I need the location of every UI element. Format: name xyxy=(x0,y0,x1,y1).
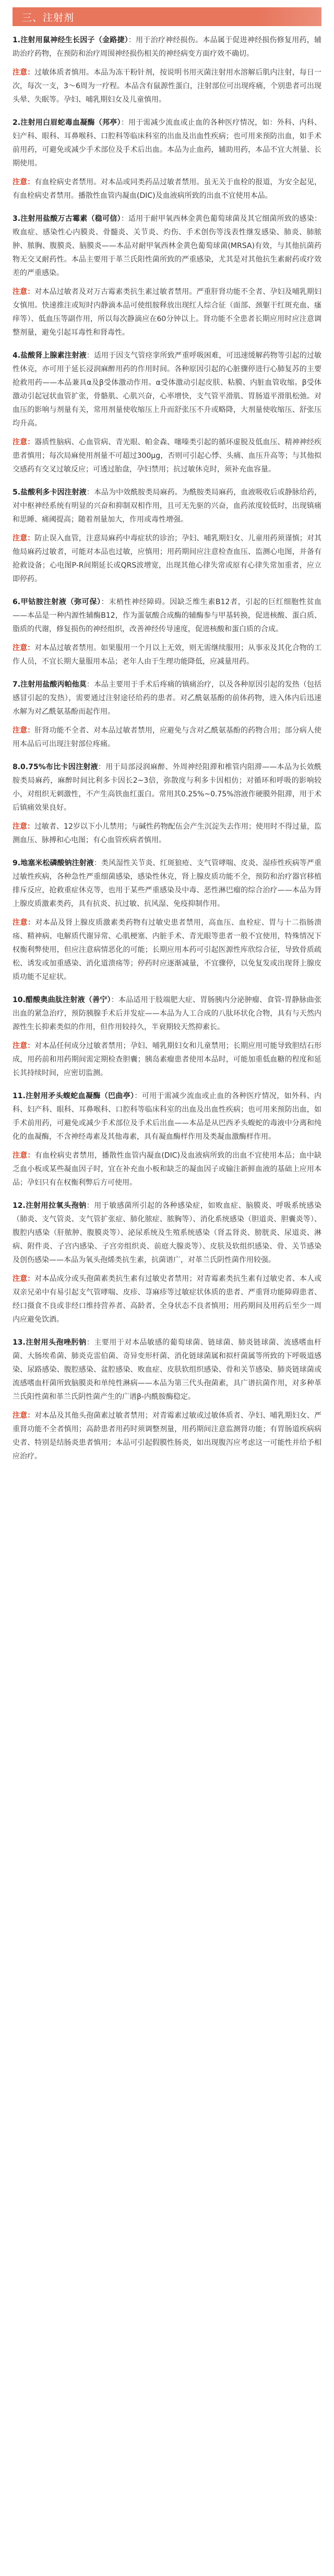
drug-description xyxy=(13,349,321,430)
drug-description xyxy=(13,595,321,636)
drug-note xyxy=(13,641,321,668)
drug-description xyxy=(13,993,321,1034)
note-text: 器质性脑病、心血管病、青光眼、帕金森、噻嗪类引起的循环虚脱及低血压、精神神经疾患者慎用；每次局麻使用剂量不可超过300μg，否则可引起心悸、头痛、血压升高等；与其他拟交感药有交叉过敏反应；可透过胎盘，孕妇禁用；抗过敏休克时，须补充血容量。 xyxy=(13,438,322,474)
drug-note xyxy=(13,436,321,476)
note-text: 肝肾功能不全者、对本品过敏者禁用，应避免与含对乙酰氨基酚的药物合用；部分病人使用本品后可出现注射部位疼痛。 xyxy=(13,726,322,748)
drug-description xyxy=(13,760,321,815)
drug-note xyxy=(13,916,321,984)
drug-description xyxy=(13,856,321,911)
section-header-bar xyxy=(13,7,321,26)
drug-entry xyxy=(13,678,321,751)
drug-name: 11.注射用矛头蝮蛇血凝酶（巴曲亭） xyxy=(13,1092,135,1100)
drug-note xyxy=(13,175,321,203)
drug-name: 13.注射用头孢唑肟钠 xyxy=(13,1338,87,1347)
note-label: 注意： xyxy=(13,1275,35,1283)
drug-note xyxy=(13,724,321,751)
drug-indication: ：用于需减少流血或止血的各种医疗情况，如：外科、内科、妇产科、眼科、耳鼻喉科、口腔科等临床科室的出血及出血性疾病；也可用来预防出血，如手术前用药，可避免或减少手术部位及手术后出血。本品为止血药，辅助用药，本品不宜大剂量、长期使用。 xyxy=(13,119,322,168)
note-text: 有血栓病史者禁用，播散性血管内凝血(DIC)及血液病所致的出血不宜使用本品；血中缺乏血小板或某些凝血因子时，宜在补充血小板和缺乏的凝血因子或输注新鲜血液的基础上应用本品；孕妇只有在权衡利弊后方可使用。 xyxy=(13,1151,322,1187)
note-label: 注意： xyxy=(13,919,35,927)
drug-entry xyxy=(13,993,321,1080)
drug-name: 1.注射用鼠神经生长因子（金路捷） xyxy=(13,36,128,44)
drug-note xyxy=(13,532,321,586)
note-text: 防止误入血管，注意局麻药中毒症状的诊治；孕妇、哺乳期妇女、儿童用药须谨慎；对其他局麻药过敏者，可能对本品也过敏，应慎用；用药期间应注意检查血压、监测心电图，并备有抢救设备；心电图P-R间期延长或QRS波增宽，出现其他心律失常或原有心律失常加重者，应立即停药。 xyxy=(13,534,322,583)
drug-indication: ：类风湿性关节炎、红斑狼疮、支气管哮喘、皮炎、湿疹性疾病等严重过敏性疾病，各种急性严重细菌感染，感染性休克，肾上腺皮质功能不全，预防和治疗器官移植排斥反应，抢救重症休克等，也用于某些严重感染及中毒、恶性淋巴瘤的综合治疗——本品为肾上腺皮质激素类药，具有抗炎、抗过敏、抗风湿、免疫抑制作用。 xyxy=(13,859,322,908)
drug-description xyxy=(13,1336,321,1404)
drug-name: 8.0.75%布比卡因注射液 xyxy=(13,763,98,771)
drug-list xyxy=(13,33,321,1463)
drug-name: 7.注射用盐酸丙帕他莫 xyxy=(13,680,87,689)
drug-name: 9.地塞米松磷酸钠注射液 xyxy=(13,859,94,867)
drug-entry xyxy=(13,1336,321,1463)
note-label: 注意： xyxy=(13,534,35,543)
drug-indication: ：主要用于对本品敏感的葡萄球菌、链球菌、肺炎链球菌、流感嗜血杆菌、大肠埃希菌、肺炎克雷伯菌、奇异变形杆菌、消化链球菌属和拟杆菌属等所致的下呼吸道感染、尿路感染、腹腔感染、盆腔感染、败血症、皮肤软组织感染、骨和关节感染、肺炎链球菌或流感嗜血杆菌所致脑膜炎和单纯性淋病——本品为第三代头孢菌素，具广谱抗菌作用，对多种革兰氏阳性菌和革兰氏阴性菌产生的广谱β-内酰胺酶稳定。 xyxy=(13,1338,321,1401)
drug-note xyxy=(13,1409,321,1463)
drug-note xyxy=(13,1039,321,1080)
drug-name: 12.注射用拉氧头孢钠 xyxy=(13,1202,87,1210)
drug-note xyxy=(13,285,321,339)
note-label: 注意： xyxy=(13,726,35,735)
note-label: 注意： xyxy=(13,178,35,186)
drug-name: 10.醋酸奥曲肽注射液（善宁） xyxy=(13,996,111,1004)
note-text: 对本品任何成分过敏者禁用；孕妇、哺乳期妇女和儿童禁用；长期应用可能导致胆结石形成，用药前和用药期间需定期检查胆囊；胰岛素瘤患者使用本品时，可能加重低血糖的程度和延长其持续时间，应密切监测。 xyxy=(13,1042,322,1077)
drug-name: 6.甲钴胺注射液（弥可保） xyxy=(13,598,101,606)
drug-note xyxy=(13,820,321,847)
note-text: 有血栓病史者禁用。对本品或同类药品过敏者禁用。虽无关于血栓的报道，为安全起见，有血栓病史者禁用。播散性血管内凝血(DIC)及血液病所致的出血不宜使用本品。 xyxy=(13,178,322,200)
drug-name: 5.盐酸利多卡因注射液 xyxy=(13,488,87,497)
drug-description xyxy=(13,486,321,526)
drug-entry xyxy=(13,856,321,984)
note-label: 注意： xyxy=(13,1151,35,1160)
note-label: 注意： xyxy=(13,1411,35,1420)
drug-entry xyxy=(13,33,321,107)
drug-description xyxy=(13,116,321,170)
note-label: 注意： xyxy=(13,438,35,446)
drug-indication: ：本品主要用于手术后疼痛的镇痛治疗，以及各种原因引起的发热（包括感冒引起的发热），需要通过注射途径给药的患者。对乙酰氨基酚的前体药物，进入体内后迅速水解为对乙酰氨基酚而起作用。 xyxy=(13,680,322,716)
note-text: 对本品及肾上腺皮质激素类药物有过敏史患者禁用，高血压、血栓症、胃与十二指肠溃疡、精神病、电解质代谢异常、心肌梗塞、内脏手术、青光眼等患者一般不宜使用，特殊情况下权衡利弊使用，但应注意病情恶化的可能；长期应用本药可引起医源性库欣综合征，导致骨质疏松、诱发或加重感染、消化道溃疡等；停药时应逐渐减量，不宜骤停，以免复发或出现肾上腺皮质功能不足症状。 xyxy=(13,919,322,981)
drug-indication: ：末梢性神经障碍。因缺乏维生素B12者，引起的巨红细胞性贫血——本品是一种内源性辅酶B12，作为蛋氨酸合成酶的辅酶参与甲基转换，促进核酸、蛋白质、脂质的代谢，修复损伤的神经组织，改善神经传导速度，促进核酸和蛋白质的合成。 xyxy=(13,598,321,633)
page xyxy=(0,7,334,1483)
note-text: 过敏体质者慎用。本品为冻干粉针剂，按说明书用灭菌注射用水溶解后肌内注射，每日一次，每次一支，3～6周为一疗程。本品含有鼠源性蛋白，注射部位可出现疼痛，个别患者可出现头晕、失眠等。孕妇、哺乳期妇女及儿童慎用。 xyxy=(13,68,322,104)
drug-indication: ：适用于因支气管痉挛所致严重呼吸困难，可迅速缓解药物等引起的过敏性休克，亦可用于延长浸润麻醉用药的作用时间。各种原因引起的心脏骤停进行心肺复苏的主要抢救用药——本品兼具α及β受体激动作用。α受体激动引起皮肤、粘膜、内脏血管收缩。β受体激动引起冠状血管扩张，骨骼肌、心肌兴奋，心率增快，支气管平滑肌、胃肠道平滑肌松弛。对血压的影响与剂量有关，常用剂量使收缩压上升而舒张压不升或略降，大剂量使收缩压、舒张压均升高。 xyxy=(13,351,322,428)
drug-indication: ：本品为中效酰胺类局麻药。为酰胺类局麻药，血液吸收后或静脉给药，对中枢神经系统有明显的兴奋和抑制双相作用，且可无先驱的兴奋，血药浓度较低时，出现镇痛和思睡、痛阈提高；随着剂量加大，作用或毒性增强。 xyxy=(13,488,322,524)
drug-name: 2.注射用白眉蛇毒血凝酶（邦亭） xyxy=(13,119,121,127)
drug-description xyxy=(13,1199,321,1267)
drug-entry xyxy=(13,1089,321,1190)
note-label: 注意： xyxy=(13,644,35,652)
drug-entry xyxy=(13,1199,321,1326)
drug-entry xyxy=(13,349,321,476)
drug-note xyxy=(13,66,321,107)
note-label: 注意： xyxy=(13,68,35,77)
drug-description xyxy=(13,678,321,719)
drug-note xyxy=(13,1149,321,1190)
drug-indication: ：本品适用于肢端肥大症、胃肠胰内分泌肿瘤、食管-胃静脉曲张出血的紧急治疗，预防胰腺手术后并发症——本品为人工合成的八肽环状化合物，具有与天然内源性生长抑素类似的作用，但作用较持久，半衰期较天然抑素长。 xyxy=(13,996,321,1031)
section-title: 三、注射剂 xyxy=(22,11,75,23)
drug-name: 4.盐酸肾上腺素注射液 xyxy=(13,351,87,360)
drug-name: 3.注射用盐酸万古霉素（稳可信） xyxy=(13,215,121,223)
note-text: 对本品成分或头孢菌素类抗生素有过敏史者禁用；对青霉素类抗生素有过敏史者、本人或双亲兄弟中有易引起支气管哮喘、皮疹、荨麻疹等过敏症状体质的患者、严重肾功能障碍患者、经口摄食不良或非经口维持营养者、高龄者、全身状态不良者慎用；用药期间及用药后至少一周内应避免饮酒。 xyxy=(13,1275,322,1324)
note-label: 注意： xyxy=(13,288,35,296)
header-decoration xyxy=(259,7,321,26)
drug-entry xyxy=(13,760,321,847)
drug-indication: ：适用于耐甲氧西林金黄色葡萄球菌及其它细菌所致的感染：败血症、感染性心内膜炎、骨髓炎、关节炎、灼伤、手术创伤等浅表性继发感染、肺炎、肺脓肿、脓胸、腹膜炎、脑膜炎——本品对耐甲氧西林金黄色葡萄球菌(MRSA)有效，与其他抗菌药物无交叉耐药性。本品主要用于革兰氏阳性菌所致的严重感染，尤其是对其他抗生素耐药或疗效差的严重感染。 xyxy=(13,215,322,277)
drug-indication: ：用于局部浸润麻醉、外周神经阻滞和椎管内阻滞——本品为长效酰胺类局麻药，麻醉时间比利多卡因长2~3倍，弥散度与利多卡因相仿；对循环和呼吸的影响较小，对组织无刺激性，不产生高铁血红蛋白。常用其0.25%~0.75%溶液作硬膜外阻滞，用于术后镇痛效果良好。 xyxy=(13,763,321,812)
drug-description xyxy=(13,1089,321,1144)
drug-indication: ：可用于需减少流血或止血的各种医疗情况，如外科、内科、妇产科、眼科、耳鼻喉科、口腔科等临床科室的出血及出血性疾病；也可用来预防出血，如手术前用药，可避免或减少手术部位及手术后出血——本品是从巴西矛头蝮蛇的毒液中分离和纯化的血凝酶，不含神经毒素及其他毒素，具有凝血酶样作用及类凝血激酶样作用。 xyxy=(13,1092,321,1141)
note-label: 注意： xyxy=(13,1042,35,1050)
drug-note xyxy=(13,1272,321,1326)
drug-entry xyxy=(13,486,321,586)
drug-indication: ：用于治疗神经损伤。本品属于促进神经损伤修复用药，辅助治疗药物，在预防和治疗周围神经损伤相关的神经病变方面疗效不确切。 xyxy=(13,36,321,58)
drug-description xyxy=(13,212,321,280)
drug-indication: ：用于敏感菌所引起的各种感染症，如败血症、脑膜炎、呼吸系统感染（肺炎、支气管炎、支气管扩张症、肺化脓症、脓胸等）、消化系统感染（胆道炎、胆囊炎等）、腹腔内感染（肝脓肿、腹膜炎等）、泌尿系统及生殖系统感染（肾盂肾炎、膀胱炎、尿道炎、淋病、附件炎、子宫内感染、子宫旁组织炎、前庭大腺炎等）、皮肤及软组织感染、骨、关节感染及创伤感染——本品为氧头孢烯类抗生素，抗菌谱广，对革兰氏阴性菌作用较强。 xyxy=(13,1202,321,1264)
note-text: 对本品过敏者禁用。如果服用一个月以上无效，则无需继续服用；从事汞及其化合物的工作人员，不宜长期大量服用本品；老年人由于生理功能降低，应减量用药。 xyxy=(13,644,322,666)
note-label: 注意： xyxy=(13,822,35,831)
drug-description xyxy=(13,33,321,61)
note-text: 对本品及其他头孢菌素过敏者禁用；对青霉素过敏或过敏体质者、孕妇、哺乳期妇女、严重肾功能不全者慎用；高龄患者用药时须调整剂量，用药期间注意监测肾功能；有胃肠道疾病病史者、特别是结肠炎患者慎用；本品可引起假膜性肠炎，如出现腹泻应考虑这一可能性并给予相应治疗。 xyxy=(13,1411,322,1461)
drug-entry xyxy=(13,595,321,668)
drug-entry xyxy=(13,116,321,203)
drug-entry xyxy=(13,212,321,339)
note-text: 对本品过敏者及对万古霉素类抗生素过敏者禁用。严重肝肾功能不全者、孕妇及哺乳期妇女慎用。快速推注或短时内静滴本品可使组胺释放出现红人综合征（面部、颈躯干红斑充血、瘙痒等）、低血压等副作用，所以每次静滴应在60分钟以上。肾功能不全患者长期应用时应注意调整剂量，避免引起耳毒性和肾毒性。 xyxy=(13,288,322,337)
note-text: 过敏者、12岁以下小儿禁用；与碱性药物配伍会产生沉淀失去作用；使用时不得过量，监测血压、脉搏和心电图；有心血管疾病者慎用。 xyxy=(13,822,322,844)
